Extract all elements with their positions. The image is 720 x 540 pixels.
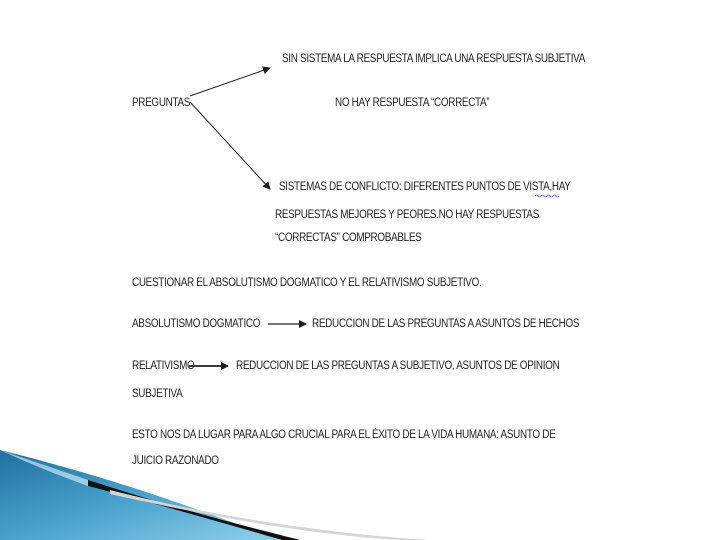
branch-top-line-1: SIN SISTEMA LA RESPUESTA IMPLICA UNA RESPUESTA SUBJETIVA	[282, 53, 586, 65]
spellcheck-underline	[535, 194, 559, 198]
branch-bottom-line-3: “CORRECTAS” COMPROBABLES	[275, 232, 422, 244]
relativismo-result-cont: SUBJETIVA	[132, 388, 183, 400]
absolutismo-label: ABSOLUTISMO DOGMATICO	[132, 318, 261, 330]
cuestionar-line: CUESTIONAR EL ABSOLUTISMO DOGMATICO Y EL RELATIVISMO SUBJETIVO.	[132, 277, 482, 289]
relativismo-result: REDUCCION DE LAS PREGUNTAS A SUBJETIVO, ASUNTOS DE OPINION	[236, 360, 560, 372]
arrow-to-sistemas-conflicto	[190, 102, 270, 189]
decorative-swoosh	[0, 450, 720, 540]
absolutismo-result: REDUCCION DE LAS PREGUNTAS A ASUNTOS DE HECHOS	[312, 318, 580, 330]
conclusion-line-2: JUICIO RAZONADO	[132, 455, 219, 467]
branch-bottom-line-1: SISTEMAS DE CONFLICTO: DIFERENTES PUNTOS DE VISTA,HAY	[279, 181, 571, 193]
arrow-to-sin-sistema	[190, 68, 270, 96]
relativismo-label: RELATIVISMO	[132, 360, 195, 372]
branch-bottom-line-2: RESPUESTAS MEJORES Y PEORES.NO HAY RESPUESTAS	[275, 209, 540, 221]
branch-top-line-2: NO HAY RESPUESTA “CORRECTA”	[335, 97, 490, 109]
conclusion-line-1: ESTO NOS DA LUGAR PARA ALGO CRUCIAL PARA EL ÉXITO DE LA VIDA HUMANA: ASUNTO DE	[132, 429, 556, 441]
preguntas-label: PREGUNTAS	[132, 97, 191, 109]
